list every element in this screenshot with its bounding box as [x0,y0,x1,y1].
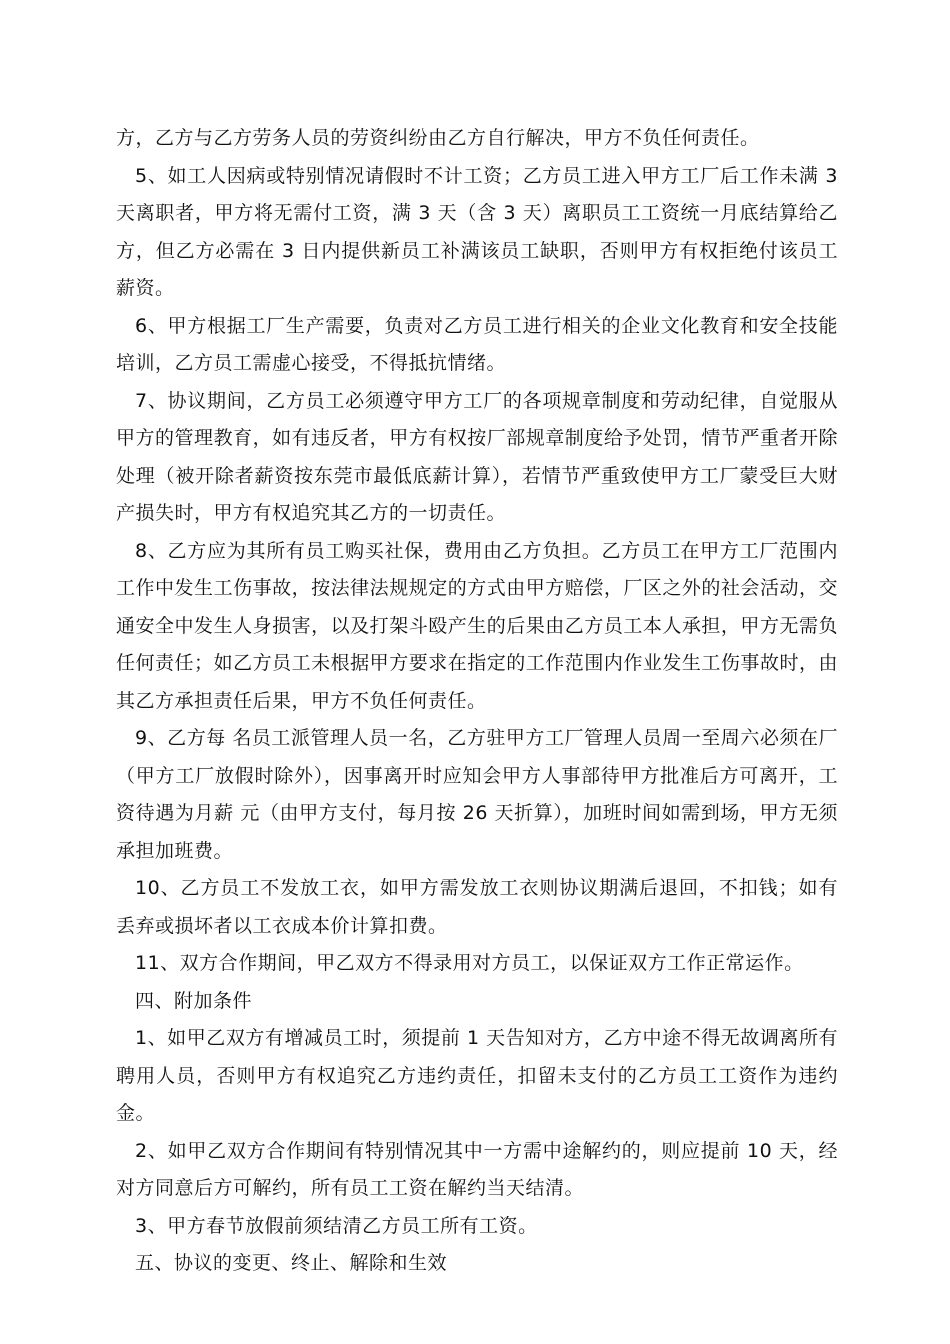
additional-clause-3: 3、甲方春节放假前须结清乙方员工所有工资。 [135,1214,538,1237]
paragraph-continuation: 方，乙方与乙方劳务人员的劳资纠纷由乙方自行解决，甲方不负任何责任。 [116,127,760,149]
clause-5: 5、如工人因病或特别情况请假时不计工资；乙方员工进入甲方工厂后工作未满 3 天离职者，甲方将无需付工资，满 3 天（含 3 天）离职员工工资统一月底结算给乙方，但乙方必需在 3 日内提供新员工补满该员工缺职，否则甲方有权拒绝付该员工薪资。 [116,164,838,299]
additional-clause-2: 2、如甲乙双方合作期间有特别情况其中一方需中途解约的，则应提前 10 天，经对方同意后方可解约，所有员工工资在解约当天结清。 [116,1139,838,1199]
document-body [116,120,838,1283]
clause-7: 7、协议期间，乙方员工必须遵守甲方工厂的各项规章制度和劳动纪律，自觉服从甲方的管理教育，如有违反者，甲方有权按厂部规章制度给予处罚，情节严重者开除处理（被开除者薪资按东莞市最低底薪计算），若情节严重致使甲方工厂蒙受巨大财产损失时，甲方有权追究其乙方的一切责任。 [116,389,838,524]
clause-11: 11、双方合作期间，甲乙双方不得录用对方员工，以保证双方工作正常运作。 [135,952,804,974]
clause-8: 8、乙方应为其所有员工购买社保，费用由乙方负担。乙方员工在甲方工厂范围内工作中发生工伤事故，按法律法规规定的方式由甲方赔偿，厂区之外的社会活动，交通安全中发生人身损害，以及打架斗殴产生的后果由乙方员工本人承担，甲方无需负任何责任；如乙方员工未根据甲方要求在指定的工作范围内作业发生工伤事故时，由其乙方承担责任后果，甲方不负任何责任。 [116,539,838,712]
section-heading-5: 五、协议的变更、终止、解除和生效 [135,1252,448,1274]
clause-9: 9、乙方每 名员工派管理人员一名，乙方驻甲方工厂管理人员周一至周六必须在厂（甲方工厂放假时除外），因事离开时应知会甲方人事部待甲方批准后方可离开，工资待遇为月薪 元（由甲方支付，每月按 26 天折算），加班时间如需到场，甲方无须承担加班费。 [116,727,838,862]
clause-10: 10、乙方员工不发放工衣，如甲方需发放工衣则协议期满后退回，不扣钱；如有丢弃或损坏者以工衣成本价计算扣费。 [116,877,838,937]
section-heading-4: 四、附加条件 [135,989,253,1012]
clause-6: 6、甲方根据工厂生产需要，负责对乙方员工进行相关的企业文化教育和安全技能培训，乙方员工需虚心接受，不得抵抗情绪。 [116,314,838,374]
additional-clause-1: 1、如甲乙双方有增减员工时，须提前 1 天告知对方，乙方中途不得无故调离所有聘用人员，否则甲方有权追究乙方违约责任，扣留未支付的乙方员工工资作为违约金。 [116,1027,838,1124]
